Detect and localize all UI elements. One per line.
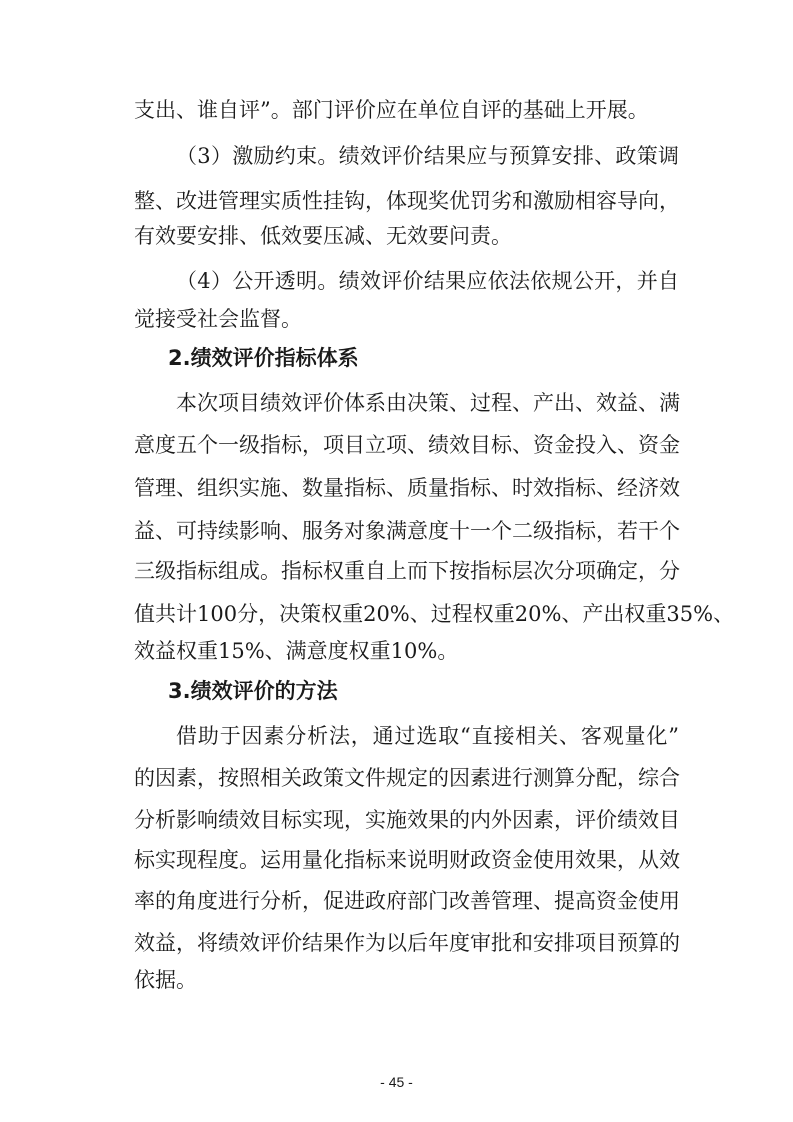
paragraph-line: 管理、组织实施、数量指标、质量指标、时效指标、经济效	[134, 476, 680, 500]
paragraph-line: 借助于因素分析法，通过选取“直接相关、客观量化”	[176, 724, 679, 748]
paragraph-line: 分析影响绩效目标实现，实施效果的内外因素，评价绩效目	[134, 808, 680, 832]
section-heading: 2.绩效评价指标体系	[168, 346, 359, 370]
paragraph-line: 益、可持续影响、服务对象满意度十一个二级指标，若干个	[134, 519, 680, 543]
paragraph-line: （3）激励约束。绩效评价结果应与预算安排、政策调	[176, 144, 679, 168]
paragraph-line: 意度五个一级指标，项目立项、绩效目标、资金投入、资金	[134, 433, 680, 457]
paragraph-line: 觉接受社会监督。	[134, 307, 302, 331]
paragraph-line: 效益，将绩效评价结果作为以后年度审批和安排项目预算的	[134, 931, 680, 955]
paragraph-line: 支出、谁自评”。部门评价应在单位自评的基础上开展。	[134, 98, 649, 122]
paragraph-line: 值共计100分，决策权重20%、过程权重20%、产出权重35%、	[134, 602, 735, 626]
paragraph-line: 效益权重15%、满意度权重10%。	[134, 639, 459, 663]
paragraph-line: 依据。	[134, 968, 197, 992]
paragraph-line: 本次项目绩效评价体系由决策、过程、产出、效益、满	[176, 391, 680, 415]
paragraph-line: 的因素，按照相关政策文件规定的因素进行测算分配，综合	[134, 766, 680, 790]
paragraph-line: 整、改进管理实质性挂钩，体现奖优罚劣和激励相容导向，	[134, 189, 680, 213]
paragraph-line: 三级指标组成。指标权重自上而下按指标层次分项确定，分	[134, 559, 680, 583]
paragraph-line: 率的角度进行分析，促进政府部门改善管理、提高资金使用	[134, 889, 680, 913]
paragraph-line: 标实现程度。运用量化指标来说明财政资金使用效果，从效	[134, 848, 680, 872]
section-heading: 3.绩效评价的方法	[168, 679, 338, 703]
paragraph-line: 有效要安排、低效要压减、无效要问责。	[134, 224, 512, 248]
page-number: - 45 -	[380, 1074, 413, 1090]
paragraph-line: （4）公开透明。绩效评价结果应依法依规公开，并自	[176, 269, 679, 293]
